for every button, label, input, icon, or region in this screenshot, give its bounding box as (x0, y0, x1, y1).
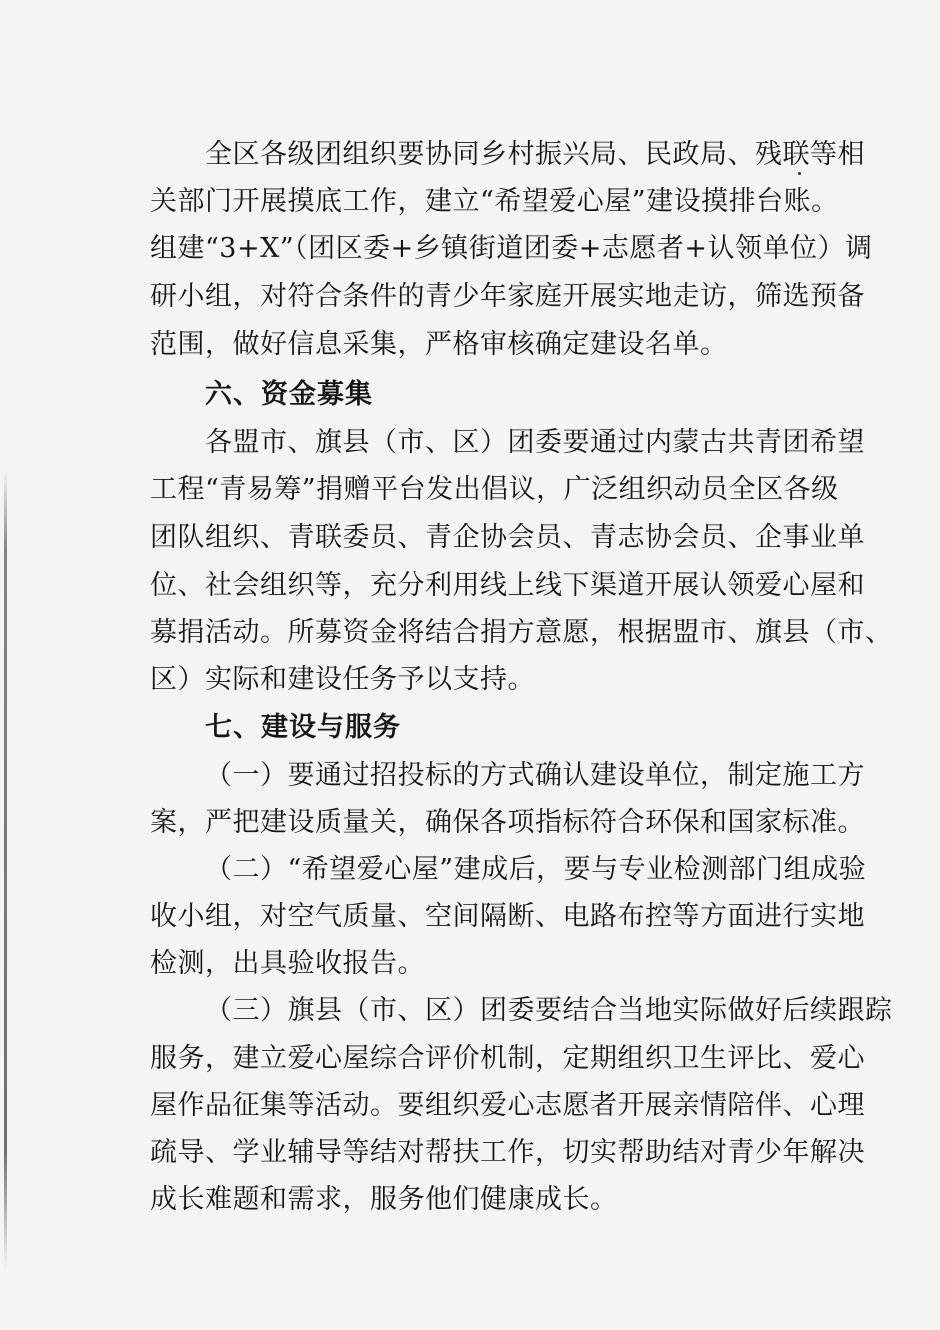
paragraph-line: 案，严把建设质量关，确保各项指标符合环保和国家标准。 (150, 807, 865, 838)
paragraph-line: 服务，建立爱心屋综合评价机制，定期组织卫生评比、爱心 (150, 1043, 865, 1074)
paragraph-line: 关部门开展摸底工作，建立“希望爱心屋”建设摸排台账。 (150, 186, 839, 217)
section-heading-construction: 七、建设与服务 (205, 712, 401, 743)
paragraph-line: 位、社会组织等，充分利用线上线下渠道开展认领爱心屋和 (150, 570, 865, 601)
paragraph-line: （一）要通过招投标的方式确认建设单位，制定施工方 (205, 760, 865, 791)
paragraph-line: 团队组织、青联委员、青企协会员、青志协会员、企事业单 (150, 522, 865, 553)
scan-shadow-edge (4, 470, 7, 1270)
paragraph-line: 检测，出具验收报告。 (150, 948, 425, 979)
paragraph-line: 收小组，对空气质量、空间隔断、电路布控等方面进行实地 (150, 901, 865, 932)
section-heading-funding: 六、资金募集 (205, 379, 373, 410)
paragraph-line: 区）实际和建设任务予以支持。 (150, 664, 535, 695)
paragraph-line: 全区各级团组织要协同乡村振兴局、民政局、残联等相 (205, 139, 865, 170)
paragraph-line: 范围，做好信息采集，严格审核确定建设名单。 (150, 329, 728, 360)
paragraph-line: 组建“3+X”（团区委+乡镇街道团委+志愿者+认领单位）调 (150, 233, 873, 264)
paragraph-line: 成长难题和需求，服务他们健康成长。 (150, 1184, 618, 1215)
paragraph-line: （三）旗县（市、区）团委要结合当地实际做好后续跟踪 (205, 995, 893, 1026)
paragraph-line: 募捐活动。所募资金将结合捐方意愿，根据盟市、旗县（市、 (150, 617, 893, 648)
paragraph-line: 研小组，对符合条件的青少年家庭开展实地走访，筛选预备 (150, 281, 865, 312)
paragraph-line: 疏导、学业辅导等结对帮扶工作，切实帮助结对青少年解决 (150, 1137, 865, 1168)
paragraph-line: 工程“青易筹”捐赠平台发出倡议，广泛组织动员全区各级 (150, 474, 839, 505)
paragraph-line: 屋作品征集等活动。要组织爱心志愿者开展亲情陪伴、心理 (150, 1090, 865, 1121)
scan-speck (798, 172, 801, 175)
paragraph-line: 各盟市、旗县（市、区）团委要通过内蒙古共青团希望 (205, 427, 865, 458)
paragraph-line: （二）“希望爱心屋”建成后，要与专业检测部门组成验 (205, 854, 867, 885)
